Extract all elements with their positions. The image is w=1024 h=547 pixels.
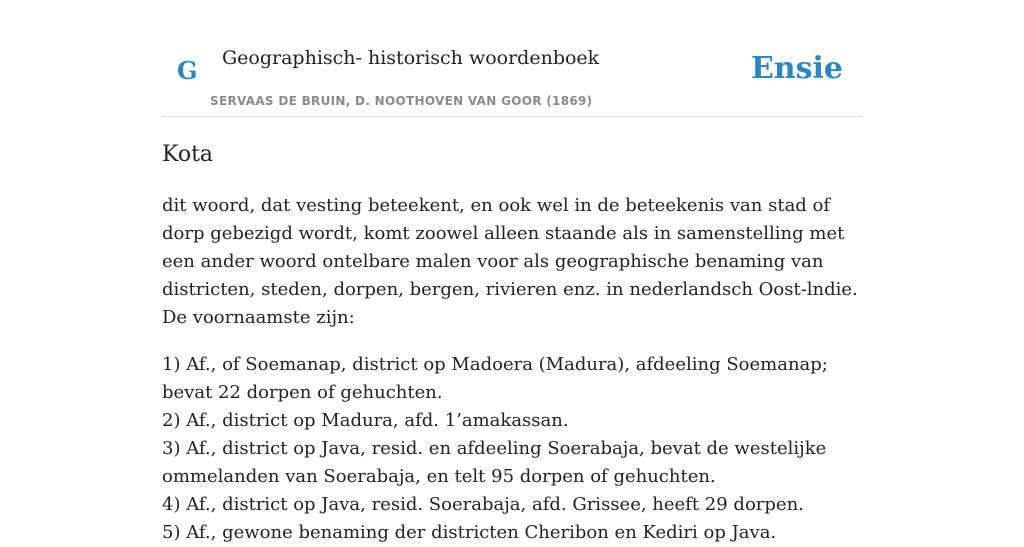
entry-list-item: 3) Af., district op Java, resid. en afdeeling Soerabaja, bevat de westelijke ommelanden van Soerabaja, en telt 95 dorpen of gehuchten. [162,438,827,487]
entry-body [162,192,862,547]
ensie-logo-link[interactable]: Ensie [750,51,843,86]
entry-list-item: 1) Af., of Soemanap, district op Madoera (Madura), afdeeling Soemanap; bevat 22 dorpen of gehuchten. [162,354,828,403]
entry-intro-paragraph: dit woord, dat vesting beteekent, en ook wel in de beteekenis van stad of dorp gebezigd wordt, komt zoowel alleen staande als in samenstelling met een ander woord ontelbare malen voor als geographische benaming van districten, steden, dorpen, bergen, rivieren enz. in nederlandsch Oost-lndie. De voornaamste zijn: [162,195,858,328]
book-title-link[interactable]: Geographisch- historisch woordenboek [222,47,600,69]
entry-list-item: 5) Af., gewone benaming der districten Cheribon en Kediri op Java. [162,522,777,543]
entry-list-item: 4) Af., district op Java, resid. Soerabaja, afd. Grissee, heeft 29 dorpen. [162,494,804,515]
entry-title: Kota [162,142,214,167]
book-authors: SERVAAS DE BRUIN, D. NOOTHOVEN VAN GOOR (1869) [210,94,593,108]
entry-list-item: 2) Af., district op Madura, afd. 1’amakassan. [162,410,569,431]
page-header [162,0,862,117]
source-logo-icon[interactable]: G [177,56,198,85]
